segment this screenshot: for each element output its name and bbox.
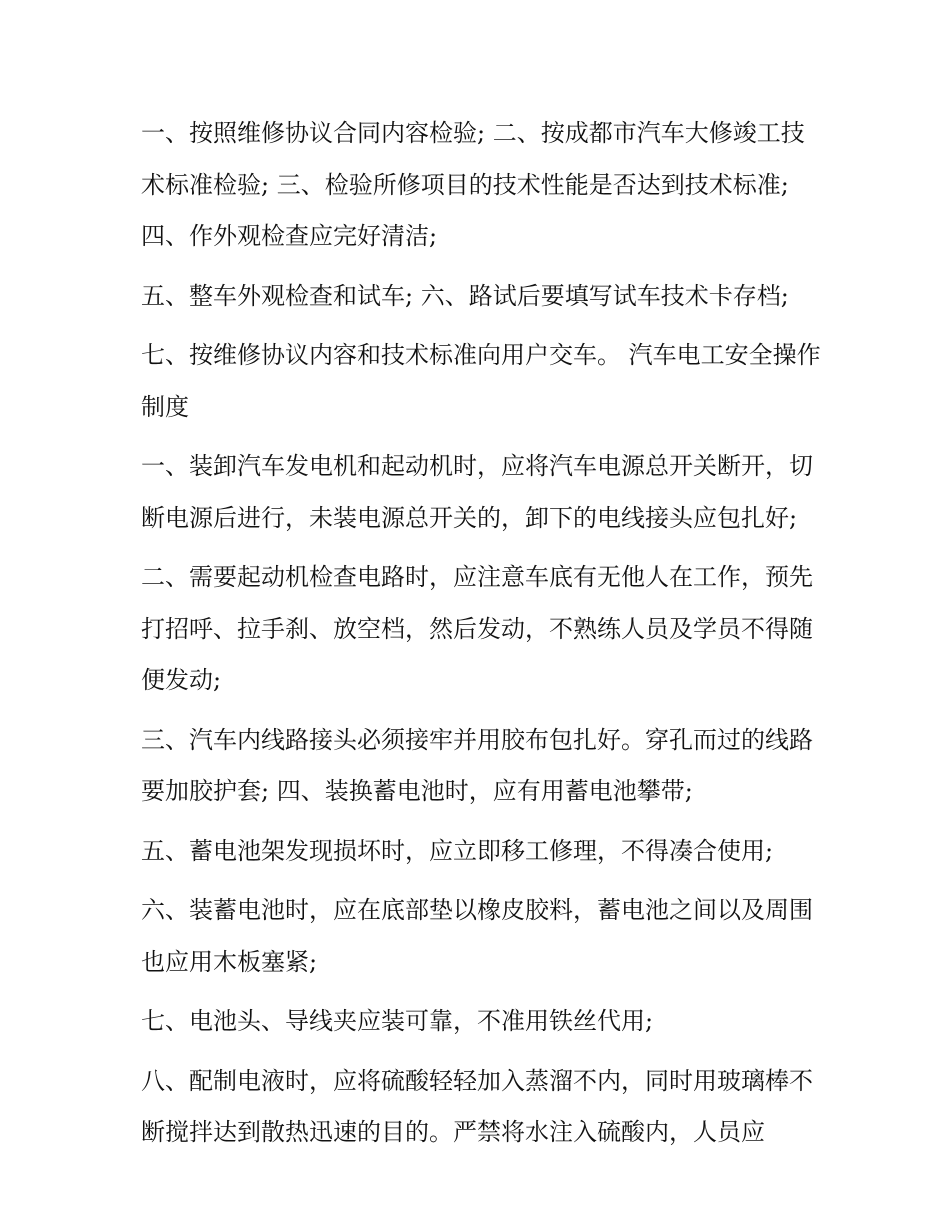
paragraph-5: 二、需要起动机检查电路时，应注意车底有无他人在工作，预先打招呼、拉手刹、放空档，然后发动，不熟练人员及学员不得随便发动; bbox=[141, 563, 813, 694]
paragraph-1: 一、按照维修协议合同内容检验; 二、按成都市汽车大修竣工技术标准检验; 三、检验所修项目的技术性能是否达到技术标准; 四、作外观检查应完好清洁; bbox=[141, 119, 805, 250]
paragraph-10: 八、配制电液时，应将硫酸轻轻加入蒸溜不内，同时用玻璃棒不断搅拌达到散热迅速的目的。严禁将水注入硫酸内，人员应 bbox=[141, 1066, 813, 1146]
paragraph-7: 五、蓄电池架发现损坏时，应立即移工修理，不得凑合使用; bbox=[141, 836, 774, 865]
paragraph-2: 五、整车外观检查和试车; 六、路试后要填写试车技术卡存档; bbox=[141, 281, 789, 310]
paragraph-3: 七、按维修协议内容和技术标准向用户交车。 汽车电工安全操作制度 bbox=[141, 341, 821, 421]
paragraph-4: 一、装卸汽车发电机和起动机时，应将汽车电源总开关断开，切断电源后进行，未装电源总开关的，卸下的电线接头应包扎好; bbox=[141, 452, 813, 532]
document-body bbox=[141, 108, 821, 1167]
paragraph-8: 六、装蓄电池时，应在底部垫以橡皮胶料，蓄电池之间以及周围也应用木板塞紧; bbox=[141, 896, 813, 976]
paragraph-6: 三、汽车内线路接头必须接牢并用胶布包扎好。穿孔而过的线路要加胶护套; 四、装换蓄电池时，应有用蓄电池攀带; bbox=[141, 725, 813, 805]
paragraph-9: 七、电池头、导线夹应装可靠，不准用铁丝代用; bbox=[141, 1007, 654, 1035]
